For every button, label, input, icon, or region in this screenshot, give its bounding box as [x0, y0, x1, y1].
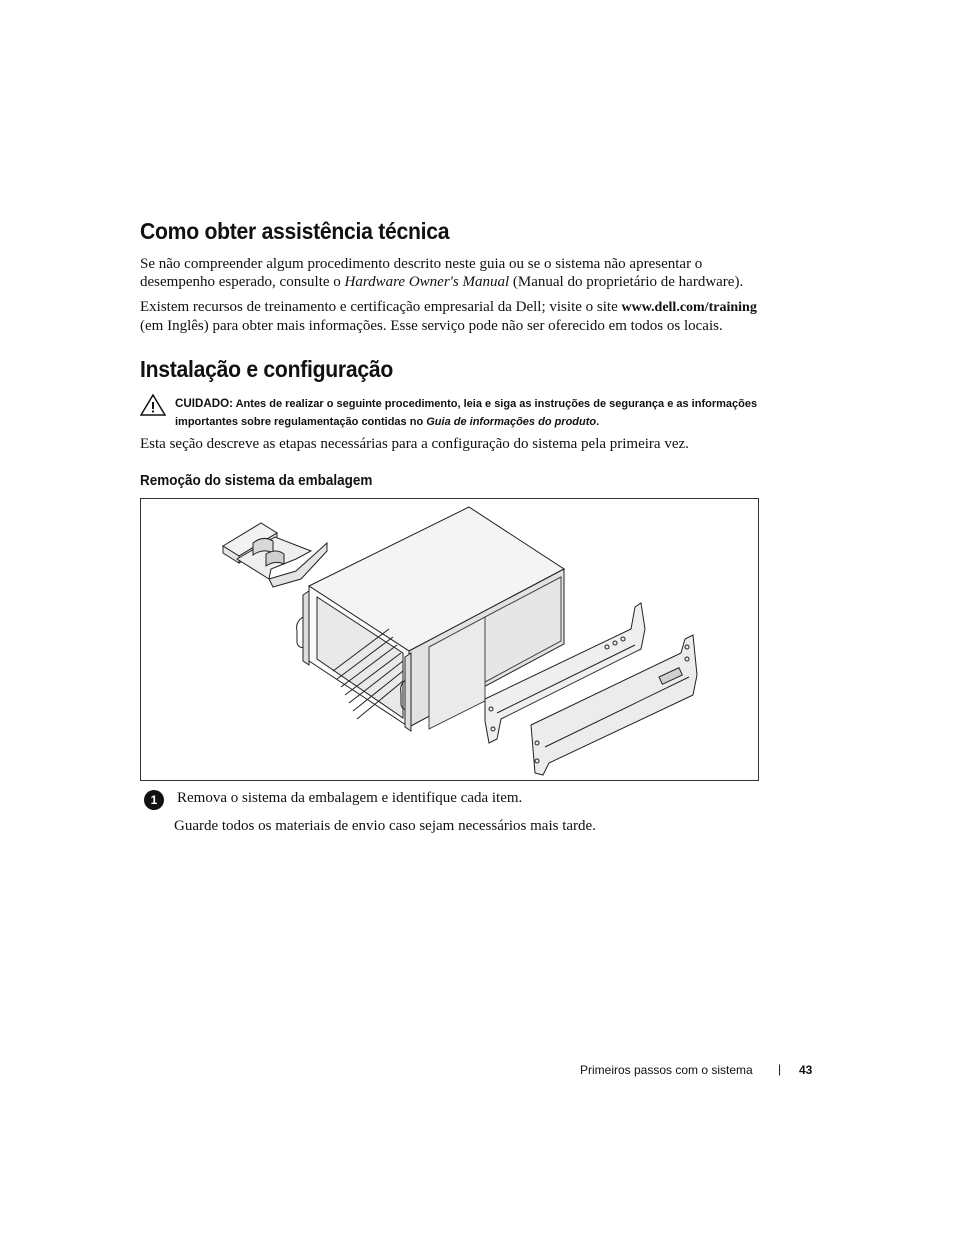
footer-page-number: 43: [799, 1063, 813, 1077]
step-1-note: Guarde todos os materiais de envio caso sejam necessários mais tarde.: [174, 818, 596, 834]
training-paragraph: [140, 298, 820, 335]
warning-triangle-icon: [140, 394, 166, 416]
step-number-badge: 1: [144, 790, 164, 810]
unpacking-illustration: [140, 498, 759, 781]
support-paragraph-line2b: (Manual do proprietário de hardware).: [509, 274, 744, 290]
caution-label: CUIDADO:: [175, 397, 233, 410]
caution-notice: [175, 395, 825, 431]
subsection-title-unpacking: Remoção do sistema da embalagem: [140, 473, 373, 489]
training-link[interactable]: www.dell.com/training: [621, 300, 757, 315]
section-title-tech-support: Como obter assistência técnica: [140, 218, 450, 244]
step-1-text: Remova o sistema da embalagem e identifique cada item.: [177, 790, 523, 806]
packaging-insert-icon: [223, 523, 327, 587]
footer-chapter: Primeiros passos com o sistema: [580, 1063, 753, 1077]
footer-separator: |: [778, 1062, 782, 1076]
product-info-guide: Guia de informações do produto: [426, 416, 597, 428]
caution-line1: Antes de realizar o seguinte procedimento, leia e siga as instruções de segurança e as informações: [232, 398, 758, 410]
support-paragraph-line1: Se não compreender algum procedimento descrito neste guia ou se o sistema não apresentar o: [140, 256, 703, 272]
training-paragraph-line2: (em Inglês) para obter mais informações. Esse serviço pode não ser oferecido em todos os locais.: [140, 318, 723, 334]
support-paragraph: [140, 255, 820, 291]
training-paragraph-line1a: Existem recursos de treinamento e certificação empresarial da Dell; visite o site: [140, 299, 622, 315]
section-title-installation: Instalação e configuração: [140, 356, 393, 382]
installation-intro: Esta seção descreve as etapas necessárias para a configuração do sistema pela primeira vez.: [140, 436, 689, 452]
manual-title: Hardware Owner's Manual: [344, 274, 510, 290]
support-paragraph-line2a: desempenho esperado, consulte o: [140, 274, 345, 290]
caution-line2b: .: [596, 416, 600, 428]
caution-line2a: importantes sobre regulamentação contidas no: [175, 416, 427, 428]
